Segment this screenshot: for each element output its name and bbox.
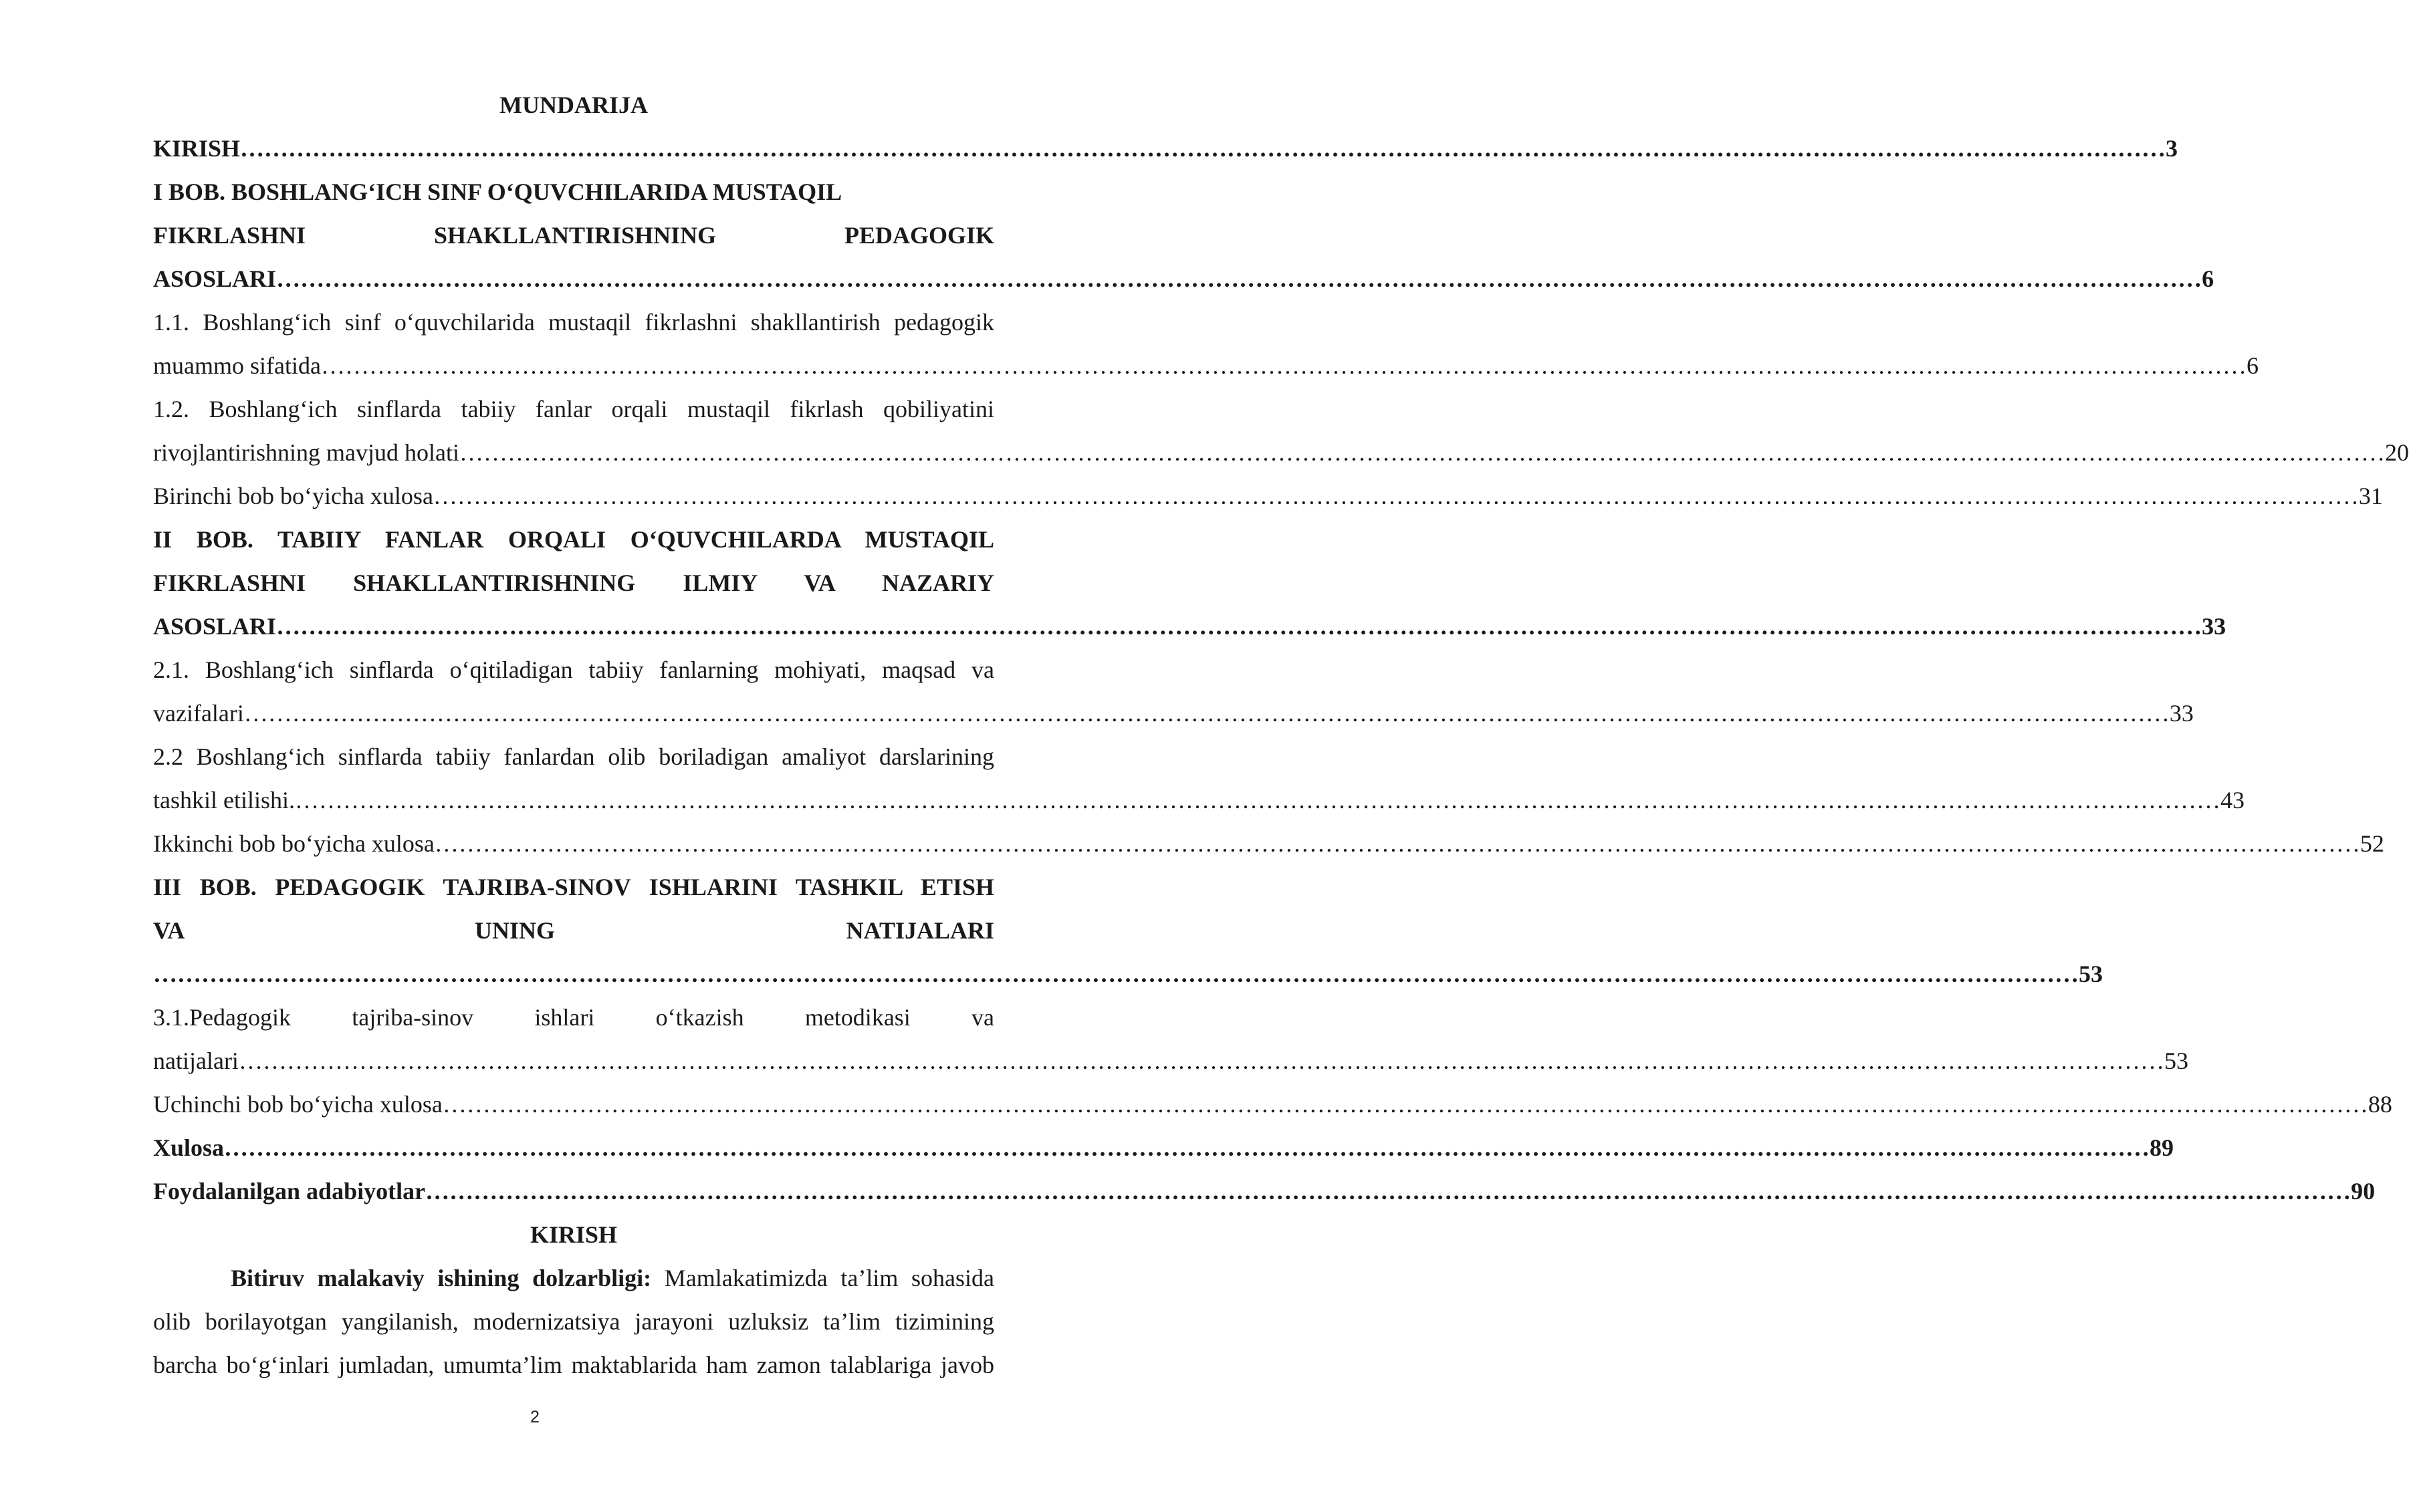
toc-entry-section-2-1[interactable]: [153, 700, 2194, 727]
toc-word: SHAKLLANTIRISHNING: [433, 222, 717, 249]
intro-paragraph-line-3: barcha bo‘g‘inlari jumladan, umumta’lim maktablarida ham zamon talablariga javob: [153, 1352, 994, 1378]
toc-section-1-2-line-1: 1.2. Boshlang‘ich sinflarda tabiiy fanlar orqali mustaqil fikrlash qobiliyatini: [153, 396, 994, 422]
toc-word: tajriba-sinov: [352, 1004, 474, 1031]
toc-entry-text: natijalari: [153, 1047, 239, 1074]
toc-entry-text: Birinchi bob bo‘yicha xulosa: [153, 483, 433, 509]
toc-section-2-2-line-1: 2.2 Boshlang‘ich sinflarda tabiiy fanlardan olib boriladigan amaliyot darslarining: [153, 743, 994, 770]
toc-page-number: 20: [2384, 439, 2409, 466]
dot-leader: ……………………………………………………………………………………………………………………………………………………………………………………………………………………: [425, 1178, 2351, 1205]
intro-paragraph-line-2: olib borilayotgan yangilanish, modernizatsiya jarayoni uzluksiz ta’lim tizimining: [153, 1308, 994, 1335]
toc-chapter-2-line-2: [153, 570, 994, 596]
toc-entry-xulosa-3[interactable]: [153, 1091, 2392, 1118]
toc-word: NAZARIY: [882, 570, 995, 596]
toc-chapter-1-line-2: [153, 222, 994, 249]
toc-entry-xulosa-2[interactable]: [153, 830, 2384, 857]
toc-section-3-1-line-1: [153, 1004, 994, 1031]
toc-entry-text: rivojlantirishning mavjud holati: [153, 439, 459, 466]
toc-entry-chapter-1[interactable]: [153, 265, 2214, 292]
intro-heading: KIRISH: [530, 1221, 618, 1248]
toc-entry-text: tashkil etilishi.: [153, 787, 295, 813]
toc-word: metodikasi: [804, 1004, 911, 1031]
toc-entry-text: Ikkinchi bob bo‘yicha xulosa: [153, 830, 435, 857]
dot-leader: ……………………………………………………………………………………………………………………………………………………………………………………………………………………: [153, 961, 2079, 987]
toc-chapter-2-line-1: II BOB. TABIIY FANLAR ORQALI O‘QUVCHILARDA MUSTAQIL: [153, 526, 994, 553]
toc-word: ishlari: [534, 1004, 595, 1031]
dot-leader: ……………………………………………………………………………………………………………………………………………………………………………………………………………………: [433, 483, 2359, 509]
toc-entry-text: ASOSLARI: [153, 613, 277, 640]
toc-chapter-3-line-2: [153, 917, 994, 944]
toc-entry-section-1-1[interactable]: [153, 352, 2259, 379]
toc-chapter-3-line-1: III BOB. PEDAGOGIK TAJRIBA-SINOV ISHLARINI TASHKIL ETISH: [153, 874, 994, 900]
dot-leader: ……………………………………………………………………………………………………………………………………………………………………………………………………………………: [240, 135, 2166, 162]
toc-page-number: 43: [2220, 787, 2245, 813]
toc-entry-chapter-2[interactable]: [153, 613, 2226, 640]
page-number: 2: [530, 1408, 540, 1426]
dot-leader: ……………………………………………………………………………………………………………………………………………………………………………………………………………………: [238, 1047, 2164, 1074]
toc-entry-xulosa-1[interactable]: [153, 483, 2383, 509]
toc-entry-chapter-3[interactable]: [153, 961, 2103, 987]
dot-leader: ……………………………………………………………………………………………………………………………………………………………………………………………………………………: [295, 787, 2220, 813]
toc-word: 3.1.Pedagogik: [153, 1004, 291, 1031]
toc-page-number: 6: [2202, 265, 2214, 292]
toc-word: VA: [804, 570, 834, 596]
toc-word: NATIJALARI: [846, 917, 995, 944]
toc-word: UNING: [475, 917, 556, 944]
toc-entry-section-3-1[interactable]: [153, 1047, 2188, 1074]
toc-word: ILMIY: [683, 570, 758, 596]
toc-title: MUNDARIJA: [499, 92, 648, 118]
toc-page-number: 53: [2079, 961, 2103, 987]
toc-entry-section-2-2[interactable]: [153, 787, 2245, 813]
toc-entry-text: ASOSLARI: [153, 265, 277, 292]
dot-leader: ……………………………………………………………………………………………………………………………………………………………………………………………………………………: [320, 352, 2247, 379]
toc-entry-text: KIRISH: [153, 135, 241, 162]
toc-page-number: 33: [2169, 700, 2194, 727]
toc-word: o‘tkazish: [655, 1004, 744, 1031]
toc-chapter-1-line-1: I BOB. BOSHLANG‘ICH SINF O‘QUVCHILARIDA MUSTAQIL: [153, 178, 842, 205]
intro-line-1-text: Mamlakatimizda ta’lim sohasida: [651, 1265, 994, 1291]
toc-entry-adabiyotlar[interactable]: [153, 1178, 2376, 1205]
toc-word: PEDAGOGIK: [844, 222, 995, 249]
toc-entry-text: vazifalari: [153, 700, 244, 727]
toc-page-number: 31: [2358, 483, 2383, 509]
dot-leader: ……………………………………………………………………………………………………………………………………………………………………………………………………………………: [459, 439, 2385, 466]
dot-leader: ……………………………………………………………………………………………………………………………………………………………………………………………………………………: [243, 700, 2170, 727]
toc-page-number: 89: [2150, 1134, 2174, 1161]
dot-leader: ……………………………………………………………………………………………………………………………………………………………………………………………………………………: [434, 830, 2360, 857]
toc-page-number: 33: [2202, 613, 2226, 640]
toc-page-number: 88: [2368, 1091, 2392, 1118]
dot-leader: ……………………………………………………………………………………………………………………………………………………………………………………………………………………: [276, 265, 2202, 292]
toc-entry-kirish[interactable]: [153, 135, 2178, 162]
toc-entry-text: muammo sifatida: [153, 352, 321, 379]
toc-section-1-1-line-1: 1.1. Boshlang‘ich sinf o‘quvchilarida mustaqil fikrlashni shakllantirish pedagogik: [153, 309, 994, 336]
toc-word: VA: [153, 917, 184, 944]
toc-entry-text: Xulosa: [153, 1134, 225, 1161]
toc-entry-section-1-2[interactable]: [153, 439, 2409, 466]
intro-paragraph-line-1: [153, 1265, 994, 1291]
toc-page-number: 90: [2351, 1178, 2376, 1205]
dot-leader: ……………………………………………………………………………………………………………………………………………………………………………………………………………………: [442, 1091, 2368, 1118]
dot-leader: ……………………………………………………………………………………………………………………………………………………………………………………………………………………: [276, 613, 2202, 640]
toc-page-number: 53: [2164, 1047, 2188, 1074]
toc-word: va: [971, 1004, 995, 1031]
toc-page-number: 6: [2246, 352, 2259, 379]
dot-leader: ……………………………………………………………………………………………………………………………………………………………………………………………………………………: [224, 1134, 2150, 1161]
toc-page-number: 52: [2360, 830, 2384, 857]
intro-lead: Bitiruv malakaviy ishining dolzarbligi:: [231, 1265, 652, 1291]
toc-entry-text: Foydalanilgan adabiyotlar: [153, 1178, 426, 1205]
toc-page-number: 3: [2166, 135, 2178, 162]
toc-entry-xulosa[interactable]: [153, 1134, 2174, 1161]
toc-word: FIKRLASHNI: [153, 222, 306, 249]
toc-entry-text: Uchinchi bob bo‘yicha xulosa: [153, 1091, 443, 1118]
toc-section-2-1-line-1: 2.1. Boshlang‘ich sinflarda o‘qitiladigan tabiiy fanlarning mohiyati, maqsad va: [153, 656, 994, 683]
toc-word: FIKRLASHNI: [153, 570, 306, 596]
toc-word: SHAKLLANTIRISHNING: [353, 570, 636, 596]
